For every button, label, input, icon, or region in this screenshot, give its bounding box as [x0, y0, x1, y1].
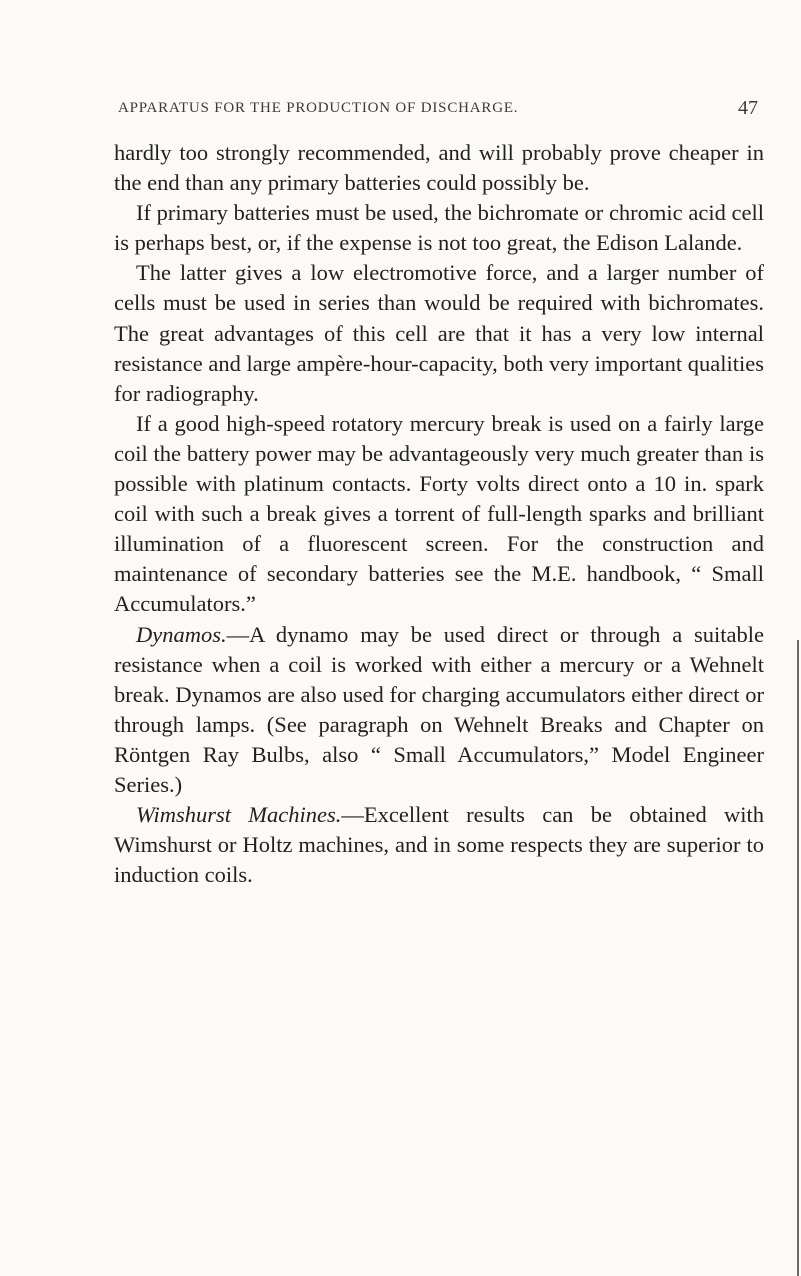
paragraph-wimshurst	[114, 800, 764, 890]
page-edge-line	[797, 640, 799, 1276]
running-header	[118, 97, 768, 124]
header-title: APPARATUS FOR THE PRODUCTION OF DISCHARGE.	[118, 100, 519, 116]
paragraph-mercury-break: If a good high-speed rotatory mercury break is used on a fairly large coil the battery power may be advantageously very much greater than is possible with platinum contacts. Forty volts direct onto a 10 in. spark coil with such a break gives a torrent of full-length sparks and brilliant illumination of a fluorescent screen. For the construction and maintenance of secondary batteries see the M.E. handbook, “ Small Accumulators.”	[114, 410, 764, 617]
body-text	[114, 138, 764, 890]
paragraph-primary-batteries: If primary batteries must be used, the bichromate or chromic acid cell is perhaps best, or, if the expense is not too great, the Edison Lalande.	[114, 200, 764, 256]
page-number: 47	[738, 97, 758, 119]
section-heading-wimshurst: Wimshurst Machines.	[136, 802, 342, 828]
paragraph-dynamos	[114, 620, 764, 801]
paragraph-continuation: hardly too strongly recommended, and will probably prove cheaper in the end than any primary batteries could possibly be.	[114, 140, 764, 196]
wimshurst-text: —Excellent results can be obtained with Wimshurst or Holtz machines, and in some respects they are superior to induction coils.	[114, 802, 765, 888]
dynamos-text: —A dynamo may be used direct or through a suitable resistance when a coil is worked with either a mercury or a Wehnelt break. Dynamos are also used for charging accumulators either direct or through lamps. (See paragraph on Wehnelt Breaks and Chapter on Röntgen Ray Bulbs, also “ Small Accumulators,” Model Engineer Series.)	[114, 621, 764, 797]
section-heading-dynamos: Dynamos.	[136, 621, 227, 647]
paragraph-latter-cell: The latter gives a low electromotive force, and a larger number of cells must be used in series than would be required with bichromates. The great advantages of this cell are that it has a very low internal resistance and large ampère-hour-capacity, both very important qualities for radiography.	[114, 260, 764, 406]
